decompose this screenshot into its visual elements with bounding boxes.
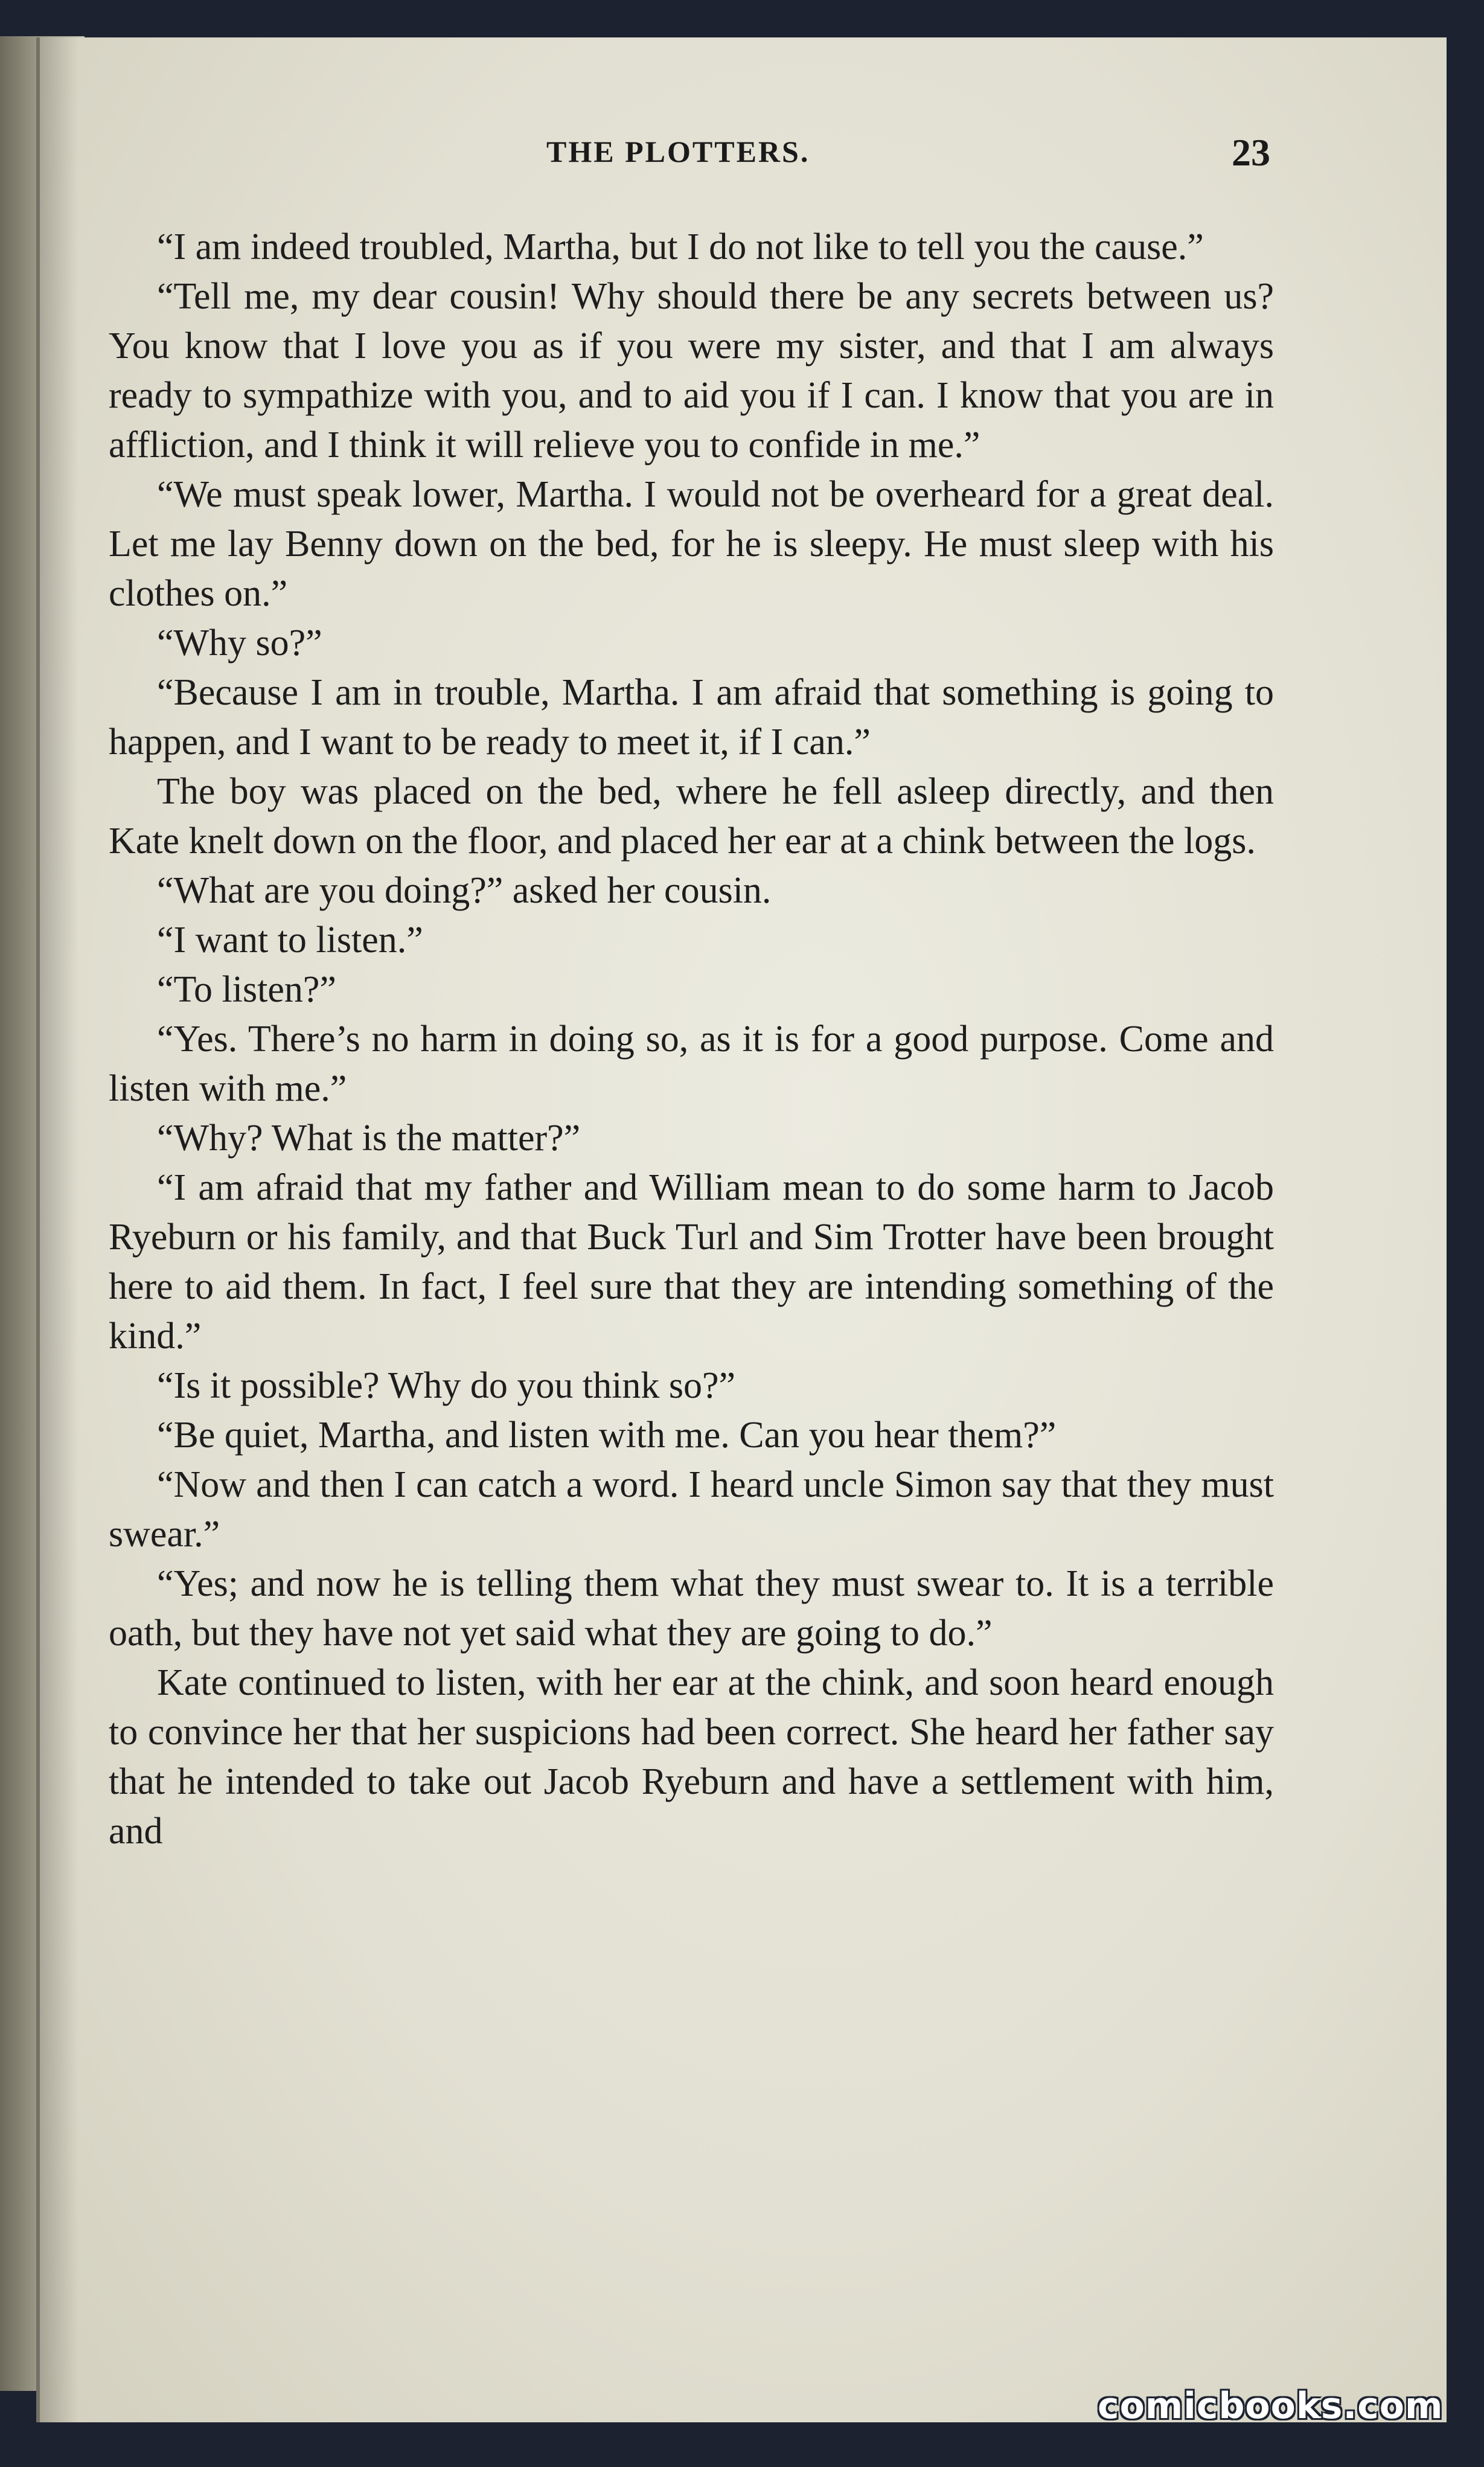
paragraph: “What are you doing?” asked her cousin. bbox=[157, 870, 772, 911]
running-head bbox=[0, 131, 1484, 176]
paragraph: “Yes. There’s no harm in doing so, as it is for a good purpose. Come and listen with me.” bbox=[109, 1019, 1274, 1109]
paragraph: Kate continued to listen, with her ear at the chink, and soon heard enough to convince her that her suspicions had been correct. She heard her father say that he intended to take out Jacob Ryeburn and have a settlement with him, and bbox=[109, 1662, 1274, 1852]
paragraph: “We must speak lower, Martha. I would not be overheard for a great deal. Let me lay Benny down on the bed, for he is sleepy. He must sleep with his clothes on.” bbox=[109, 474, 1274, 614]
paragraph: “Be quiet, Martha, and listen with me. Can you hear them?” bbox=[157, 1415, 1057, 1456]
page-gutter-shading bbox=[36, 37, 78, 2422]
paragraph: “To listen?” bbox=[157, 969, 336, 1010]
paragraph: “I want to listen.” bbox=[157, 920, 423, 961]
paragraph: “Why? What is the matter?” bbox=[157, 1118, 581, 1159]
paragraph: “Now and then I can catch a word. I heard uncle Simon say that they must swear.” bbox=[109, 1464, 1274, 1555]
body-text bbox=[109, 222, 1274, 1856]
site-watermark: comicbooks.com bbox=[1098, 2385, 1444, 2427]
paragraph: “Why so?” bbox=[157, 622, 322, 664]
paragraph: “I am afraid that my father and William mean to do some harm to Jacob Ryeburn or his family, and that Buck Turl and Sim Trotter have been brought here to aid them. In fact, I feel sure that they are intending something of the kind.” bbox=[109, 1167, 1274, 1357]
paragraph: “Tell me, my dear cousin! Why should there be any secrets between us? You know that I love you as if you were my sister, and that I am always ready to sympathize with you, and to aid you if I can. I know that you are in affliction, and I think it will relieve you to confide in me.” bbox=[109, 276, 1274, 466]
page-number: 23 bbox=[1232, 131, 1270, 174]
paragraph: “Because I am in trouble, Martha. I am afraid that something is going to happen, and I want to be ready to meet it, if I can.” bbox=[109, 672, 1274, 763]
paragraph: The boy was placed on the bed, where he fell asleep directly, and then Kate knelt down on the floor, and placed her ear at a chink between the logs. bbox=[109, 771, 1274, 862]
paragraph: “I am indeed troubled, Martha, but I do not like to tell you the cause.” bbox=[157, 226, 1204, 267]
running-title: THE PLOTTERS. bbox=[546, 135, 810, 168]
paragraph: “Is it possible? Why do you think so?” bbox=[157, 1365, 736, 1406]
paragraph: “Yes; and now he is telling them what they must swear to. It is a terrible oath, but they have not yet said what they are going to do.” bbox=[109, 1563, 1274, 1654]
